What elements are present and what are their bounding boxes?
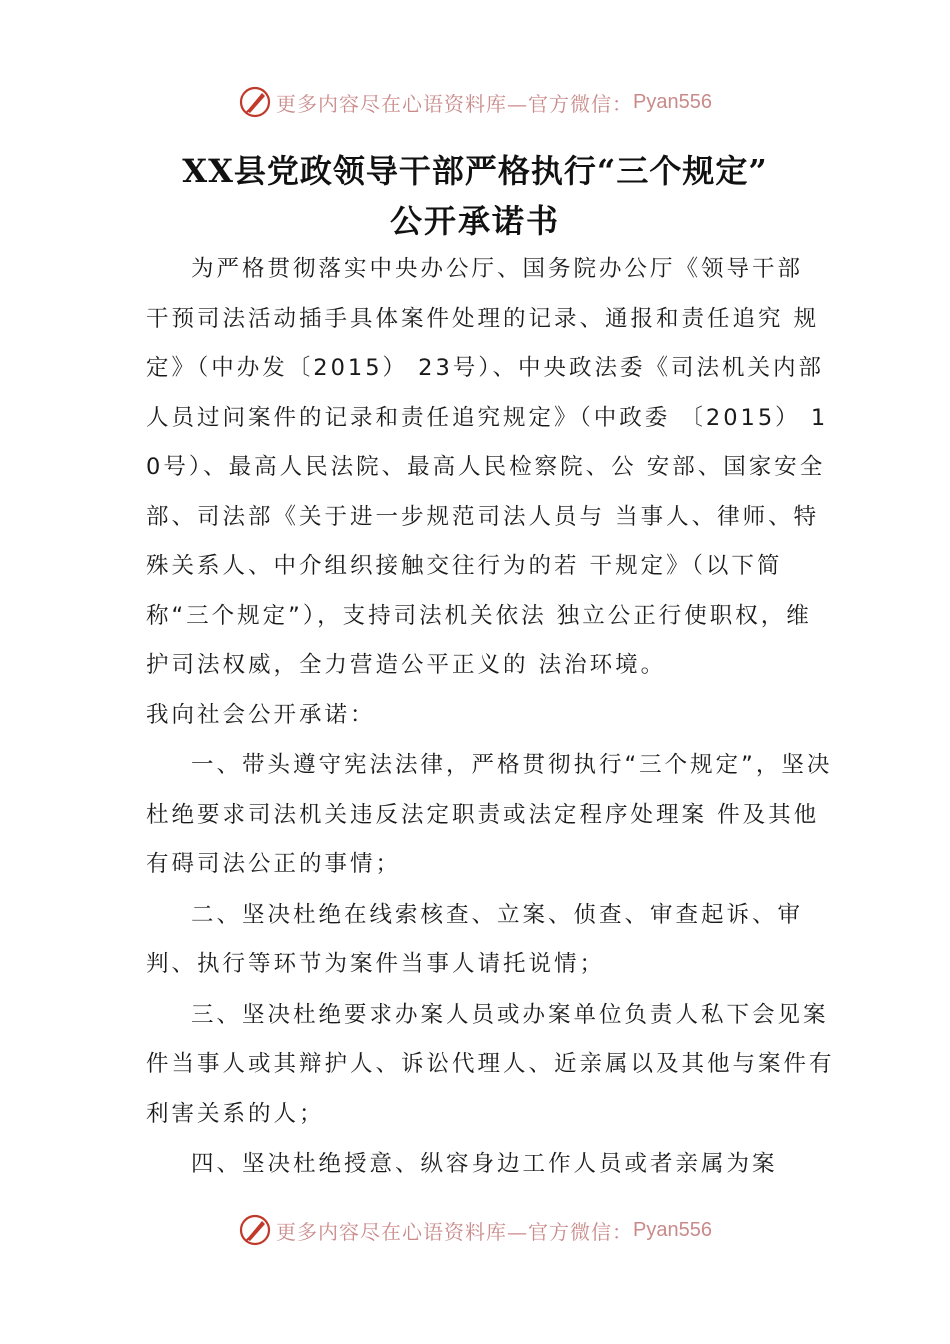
document-title: XX县党政领导干部严格执行“三个规定” bbox=[182, 152, 768, 190]
document-subtitle: 公开承诺书 bbox=[389, 202, 560, 240]
watermark-text: 更多内容尽在心语资料库—官方微信： bbox=[276, 91, 634, 116]
paragraph-item-4: 四、坚决杜绝授意、纵容身边工作人员或者亲属为案 bbox=[191, 1151, 778, 1177]
document-body bbox=[146, 245, 836, 1190]
paragraph-pledge-lead: 我向社会公开承诺： bbox=[146, 701, 376, 728]
header-watermark bbox=[0, 82, 950, 122]
paragraph-item-3: 三、坚决杜绝要求办案人员或办案单位负责人私下会见案件当事人或其辩护人、诉讼代理人、近亲属以及其他与案件有利害关系的人； bbox=[146, 1001, 835, 1127]
quill-logo-icon bbox=[238, 85, 272, 119]
watermark-wechat: Pyan556 bbox=[633, 1218, 712, 1241]
paragraph-item-1: 一、带头遵守宪法法律，严格贯彻执行“三个规定”，坚决杜绝要求司法机关违反法定职责或法定程序处理案 件及其他有碍司法公正的事情； bbox=[146, 752, 833, 877]
watermark-text: 更多内容尽在心语资料库—官方微信： bbox=[276, 1219, 634, 1244]
quill-logo-icon bbox=[238, 1213, 272, 1247]
paragraph-item-2: 二、坚决杜绝在线索核查、立案、侦查、审查起诉、审判、执行等环节为案件当事人请托说情； bbox=[146, 901, 804, 977]
watermark-wechat: Pyan556 bbox=[633, 90, 712, 113]
paragraph-intro: 为严格贯彻落实中央办公厅、国务院办公厅《领导干部 干预司法活动插手具体案件处理的记录、通报和责任追究 规定》（中办发〔2015） 23号）、中央政法委《司法机关内部人员过问案件的记录和责任追究规定》（中政委 〔2015） 10号）、最高人民法院、最高人民检察院、公 安部、国家安全部、司法部《关于进一步规范司法人员与 当事人、律师、特殊关系人、中介组织接触交往行为的若 干规定》（以下简称“三个规定”），支持司法机关依法 独立公正行使职权，维护司法权威，全力营造公平正义的 法治环境。 bbox=[146, 256, 829, 678]
footer-watermark bbox=[0, 1210, 950, 1250]
